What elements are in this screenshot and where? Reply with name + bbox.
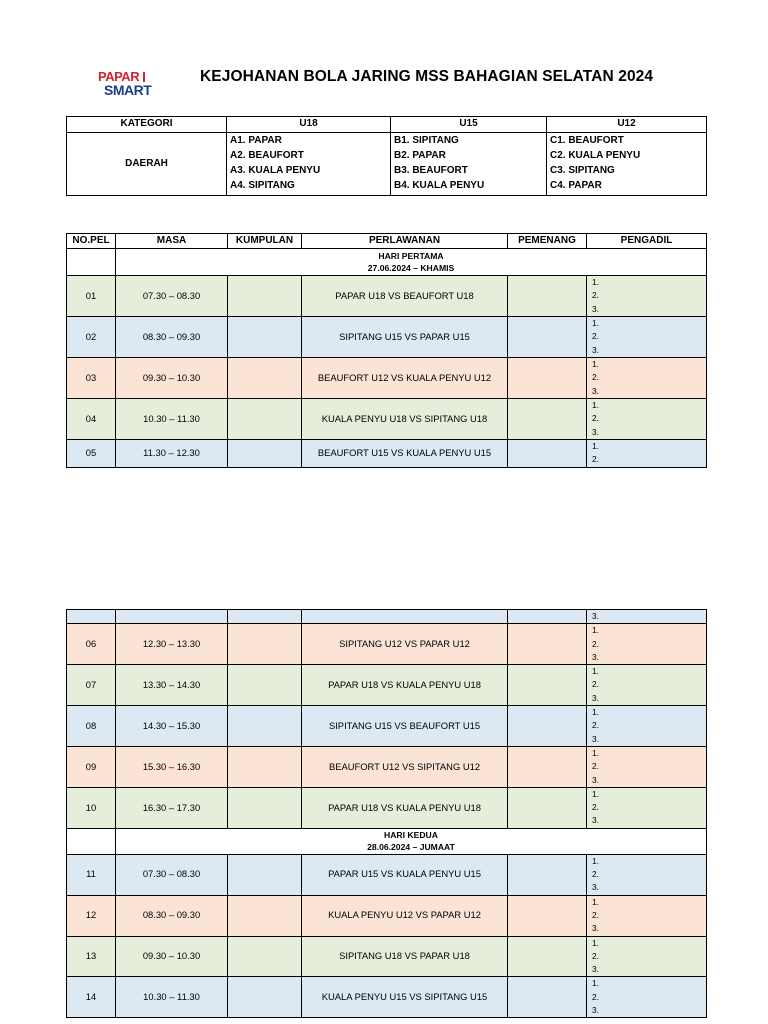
team-entry: B3. BEAUFORT (394, 165, 468, 176)
match-row (67, 665, 707, 706)
match-row (67, 936, 707, 977)
ref-mark: 2. (592, 802, 599, 813)
referee-cell[interactable] (587, 665, 707, 706)
referee-cell[interactable] (587, 317, 707, 358)
match-time: 07.30 – 08.30 (116, 276, 228, 317)
pengadil-header: PENGADIL (587, 234, 707, 249)
ref-mark: 1. (592, 855, 599, 866)
match-time: 09.30 – 10.30 (116, 936, 228, 977)
match-time: 10.30 – 11.30 (116, 977, 228, 1018)
pemenang-header: PEMENANG (508, 234, 587, 249)
team-entry: C3. SIPITANG (550, 165, 615, 176)
referee-cell[interactable] (587, 440, 707, 468)
day-row (67, 828, 707, 854)
masa-header: MASA (116, 234, 228, 249)
blank-cell (228, 610, 302, 624)
ref-mark: 2. (592, 909, 599, 920)
ref-mark: 2. (592, 761, 599, 772)
kategori-header: KATEGORI (67, 117, 227, 133)
match-row (67, 399, 707, 440)
match-row (67, 624, 707, 665)
continuation-row (67, 610, 707, 624)
referee-cell[interactable] (587, 854, 707, 895)
referee-cell[interactable] (587, 610, 707, 624)
ref-mark: 3. (592, 692, 599, 703)
match-teams: PAPAR U15 VS KUALA PENYU U15 (302, 854, 508, 895)
u15-header: U15 (391, 117, 547, 133)
match-teams: SIPITANG U15 VS BEAUFORT U15 (302, 706, 508, 747)
referee-cell[interactable] (587, 787, 707, 828)
match-no: 06 (67, 624, 116, 665)
group-cell[interactable] (228, 895, 302, 936)
match-teams: KUALA PENYU U18 VS SIPITANG U18 (302, 399, 508, 440)
match-teams: PAPAR U18 VS KUALA PENYU U18 (302, 787, 508, 828)
ref-mark: 1. (592, 978, 599, 989)
ref-mark: 1. (592, 441, 599, 451)
team-entry: C4. PAPAR (550, 180, 602, 191)
ref-mark: 3. (592, 385, 599, 396)
winner-cell[interactable] (508, 936, 587, 977)
ref-mark: 3. (592, 733, 599, 744)
ref-mark: 1. (592, 359, 599, 369)
team-entry: A4. SIPITANG (230, 180, 295, 191)
no-pel-header: NO.PEL (67, 234, 116, 249)
ref-mark: 2. (592, 720, 599, 731)
team-entry: B4. KUALA PENYU (394, 180, 485, 191)
referee-cell[interactable] (587, 746, 707, 787)
ref-mark: 3. (592, 882, 599, 893)
match-no: 09 (67, 746, 116, 787)
match-row (67, 706, 707, 747)
match-time: 13.30 – 14.30 (116, 665, 228, 706)
team-entry: C1. BEAUFORT (550, 135, 624, 146)
ref-mark: 3. (592, 774, 599, 785)
logo-line-1: PAPAR (98, 69, 140, 84)
winner-cell[interactable] (508, 895, 587, 936)
match-teams: SIPITANG U12 VS PAPAR U12 (302, 624, 508, 665)
match-no: 08 (67, 706, 116, 747)
ref-mark: 2. (592, 454, 599, 465)
match-time: 16.30 – 17.30 (116, 787, 228, 828)
ref-mark: 2. (592, 950, 599, 961)
schedule-table-part-1 (66, 233, 707, 468)
match-no: 07 (67, 665, 116, 706)
group-cell[interactable] (228, 358, 302, 399)
ref-mark: 3. (592, 651, 599, 662)
ref-mark: 2. (592, 869, 599, 880)
match-time: 09.30 – 10.30 (116, 358, 228, 399)
match-teams: SIPITANG U15 VS PAPAR U15 (302, 317, 508, 358)
winner-cell[interactable] (508, 399, 587, 440)
logo-line-2: SMART (104, 82, 152, 98)
ref-mark: 1. (592, 707, 599, 718)
ref-mark: 3. (592, 303, 599, 314)
team-entry: A2. BEAUFORT (230, 150, 304, 161)
ref-mark: 3. (592, 964, 599, 975)
daerah-label: DAERAH (67, 133, 227, 196)
ref-mark: 2. (592, 413, 599, 424)
ref-mark: 3. (592, 426, 599, 437)
group-cell[interactable] (228, 854, 302, 895)
group-cell[interactable] (228, 706, 302, 747)
team-entry: B1. SIPITANG (394, 135, 459, 146)
match-teams: KUALA PENYU U15 VS SIPITANG U15 (302, 977, 508, 1018)
day-date: 27.06.2024 – KHAMIS (367, 263, 455, 273)
winner-cell[interactable] (508, 317, 587, 358)
u15-teams (391, 133, 547, 196)
match-teams: BEAUFORT U12 VS SIPITANG U12 (302, 746, 508, 787)
match-time: 08.30 – 09.30 (116, 895, 228, 936)
referee-cell[interactable] (587, 977, 707, 1018)
team-entry: C2. KUALA PENYU (550, 150, 641, 161)
ref-mark: 1. (592, 666, 599, 677)
match-row (67, 358, 707, 399)
group-cell[interactable] (228, 977, 302, 1018)
ref-mark: 3. (592, 923, 599, 934)
u12-teams (547, 133, 707, 196)
category-header-row (67, 117, 707, 133)
ref-mark: 2. (592, 331, 599, 342)
daerah-row (67, 133, 707, 196)
match-teams: PAPAR U18 VS BEAUFORT U18 (302, 276, 508, 317)
ref-mark: 1. (592, 788, 599, 799)
match-row (67, 854, 707, 895)
match-time: 14.30 – 15.30 (116, 706, 228, 747)
match-teams: BEAUFORT U15 VS KUALA PENYU U15 (302, 440, 508, 468)
ref-mark: 2. (592, 372, 599, 383)
ref-mark: 2. (592, 991, 599, 1002)
winner-cell[interactable] (508, 440, 587, 468)
referee-cell[interactable] (587, 276, 707, 317)
u12-header: U12 (547, 117, 707, 133)
match-teams: BEAUFORT U12 VS KUALA PENYU U12 (302, 358, 508, 399)
match-row (67, 317, 707, 358)
match-no: 03 (67, 358, 116, 399)
ref-mark: 3. (592, 344, 599, 355)
match-row (67, 895, 707, 936)
match-no: 14 (67, 977, 116, 1018)
group-cell[interactable] (228, 746, 302, 787)
match-teams: PAPAR U18 VS KUALA PENYU U18 (302, 665, 508, 706)
referee-cell[interactable] (587, 358, 707, 399)
day-name: HARI PERTAMA (378, 250, 444, 261)
match-row (67, 276, 707, 317)
match-time: 11.30 – 12.30 (116, 440, 228, 468)
blank-cell (67, 610, 116, 624)
team-entry: A3. KUALA PENYU (230, 165, 321, 176)
blank-cell (508, 610, 587, 624)
match-no: 13 (67, 936, 116, 977)
match-time: 10.30 – 11.30 (116, 399, 228, 440)
match-time: 07.30 – 08.30 (116, 854, 228, 895)
match-teams: KUALA PENYU U12 VS PAPAR U12 (302, 895, 508, 936)
winner-cell[interactable] (508, 854, 587, 895)
day-blank-cell (67, 828, 116, 854)
match-no: 12 (67, 895, 116, 936)
group-cell[interactable] (228, 399, 302, 440)
group-cell[interactable] (228, 276, 302, 317)
match-no: 02 (67, 317, 116, 358)
winner-cell[interactable] (508, 977, 587, 1018)
winner-cell[interactable] (508, 276, 587, 317)
winner-cell[interactable] (508, 665, 587, 706)
papar-smart-logo (96, 70, 156, 102)
group-cell[interactable] (228, 624, 302, 665)
logo-accent-bar (143, 72, 145, 82)
document-title: KEJOHANAN BOLA JARING MSS BAHAGIAN SELATAN 2024 (200, 68, 654, 85)
ref-mark: 1. (592, 937, 599, 948)
match-no: 01 (67, 276, 116, 317)
day-date: 28.06.2024 – JUMAAT (367, 842, 455, 853)
day-heading (116, 249, 707, 276)
ref-mark: 2. (592, 638, 599, 649)
group-cell[interactable] (228, 440, 302, 468)
ref-mark: 1. (592, 747, 599, 758)
referee-cell[interactable] (587, 895, 707, 936)
day-heading (116, 828, 707, 854)
winner-cell[interactable] (508, 358, 587, 399)
ref-mark: 1. (592, 277, 599, 287)
match-row (67, 977, 707, 1018)
match-no: 11 (67, 854, 116, 895)
match-no: 05 (67, 440, 116, 468)
u18-header: U18 (227, 117, 391, 133)
kumpulan-header: KUMPULAN (228, 234, 302, 249)
ref-mark: 1. (592, 625, 599, 636)
u18-teams (227, 133, 391, 196)
day-row (67, 249, 707, 276)
match-row (67, 440, 707, 468)
ref-mark: 1. (592, 400, 599, 410)
referee-cell[interactable] (587, 399, 707, 440)
match-time: 08.30 – 09.30 (116, 317, 228, 358)
blank-cell (116, 610, 228, 624)
group-cell[interactable] (228, 665, 302, 706)
ref-mark: 3. (592, 611, 599, 621)
category-table (66, 116, 707, 196)
winner-cell[interactable] (508, 624, 587, 665)
match-no: 04 (67, 399, 116, 440)
schedule-header-row (67, 234, 707, 249)
winner-cell[interactable] (508, 706, 587, 747)
match-row (67, 787, 707, 828)
group-cell[interactable] (228, 317, 302, 358)
ref-mark: 2. (592, 679, 599, 690)
ref-mark: 1. (592, 896, 599, 907)
match-time: 15.30 – 16.30 (116, 746, 228, 787)
perlawanan-header: PERLAWANAN (302, 234, 508, 249)
match-teams: SIPITANG U18 VS PAPAR U18 (302, 936, 508, 977)
referee-cell[interactable] (587, 706, 707, 747)
ref-mark: 2. (592, 290, 599, 301)
team-entry: A1. PAPAR (230, 135, 282, 146)
winner-cell[interactable] (508, 746, 587, 787)
ref-mark: 3. (592, 815, 599, 826)
ref-mark: 3. (592, 1005, 599, 1016)
day-blank-cell (67, 249, 116, 276)
ref-mark: 1. (592, 318, 599, 328)
group-cell[interactable] (228, 936, 302, 977)
match-row (67, 746, 707, 787)
group-cell[interactable] (228, 787, 302, 828)
team-entry: B2. PAPAR (394, 150, 446, 161)
day-name: HARI KEDUA (384, 829, 438, 840)
referee-cell[interactable] (587, 624, 707, 665)
schedule-table-part-2 (66, 609, 707, 1018)
match-time: 12.30 – 13.30 (116, 624, 228, 665)
referee-cell[interactable] (587, 936, 707, 977)
blank-cell (302, 610, 508, 624)
winner-cell[interactable] (508, 787, 587, 828)
match-no: 10 (67, 787, 116, 828)
